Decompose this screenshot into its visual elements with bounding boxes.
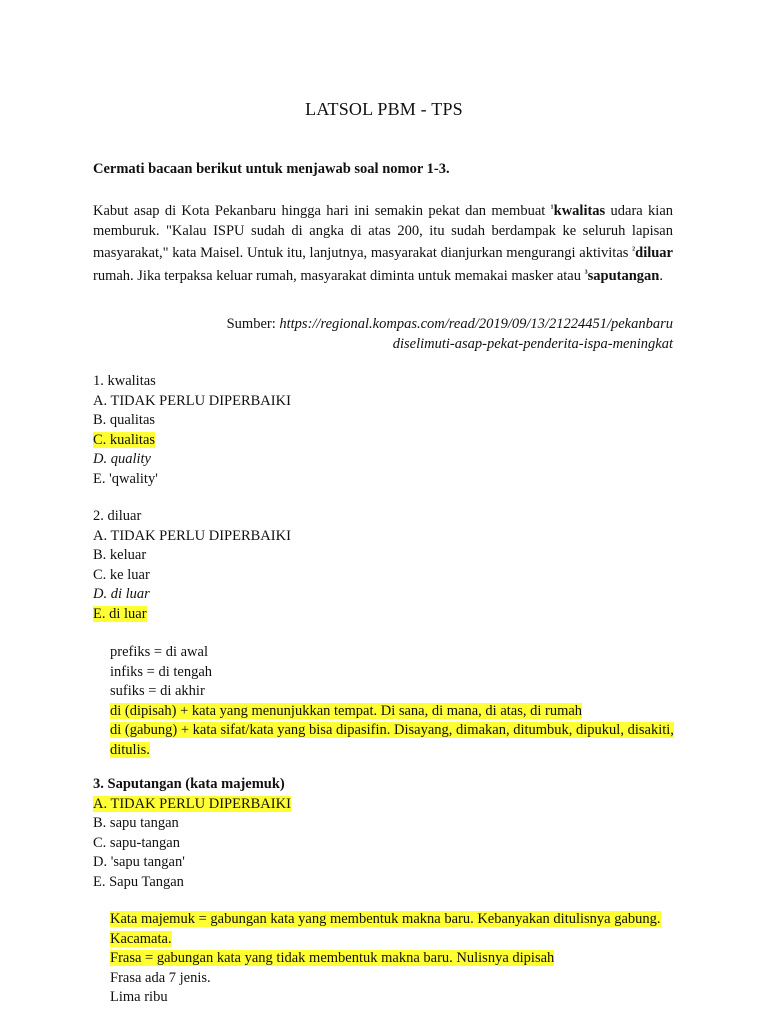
passage-part-4: . (659, 267, 663, 284)
question-1-option-a: A. TIDAK PERLU DIPERBAIKI (93, 392, 291, 409)
passage-part-1: Kabut asap di Kota Pekanbaru hingga hari ini semakin pekat dan membuat (93, 203, 551, 219)
question-2-option-e: E. di luar (93, 605, 147, 622)
marker-1: ¹ (550, 203, 554, 214)
note-infiks: infiks = di tengah (110, 663, 213, 680)
question-2-option-a: A. TIDAK PERLU DIPERBAIKI (93, 527, 291, 544)
question-3 (93, 775, 291, 892)
instruction-text: Cermati bacaan berikut untuk menjawab soal nomor 1-3. (93, 161, 450, 177)
note-di-dipisah: di (dipisah) + kata yang menunjukkan tempat. Di sana, di mana, di atas, di rumah (110, 702, 583, 719)
passage-word-2: diluar (635, 245, 673, 261)
marker-2: ² (632, 245, 636, 256)
source-citation (113, 314, 673, 354)
note-frasa-jenis: Frasa ada 7 jenis. (110, 969, 211, 986)
question-1-text: 1. kwalitas (93, 373, 156, 389)
note-lima-ribu: Lima ribu (110, 989, 168, 1005)
note-prefiks: prefiks = di awal (110, 644, 208, 660)
question-2-option-d: D. di luar (93, 586, 150, 602)
question-3-text: 3. Saputangan (kata majemuk) (93, 776, 285, 792)
question-2-option-b: B. keluar (93, 547, 147, 563)
question-1-option-b: B. qualitas (93, 412, 156, 428)
source-url-line-2: diselimuti-asap-pekat-penderita-ispa-meningkat (392, 336, 673, 352)
question-3-option-e: E. Sapu Tangan (93, 873, 184, 890)
question-2 (93, 507, 291, 624)
note-frasa: Frasa = gabungan kata yang tidak membentuk makna baru. Nulisnya dipisah (110, 950, 555, 966)
passage-part-2: udara kian memburuk. "Kalau ISPU sudah di angka di atas 200, itu sudah berdampak ke seluruh lapisan masyarakat," kata Maisel. Untuk itu, lanjutnya, masyarakat dianjurkan mengurangi aktivitas (93, 203, 674, 261)
question-2-notes (110, 643, 690, 760)
passage-part-3: rumah. Jika terpaksa keluar rumah, masyarakat diminta untuk memakai masker atau (93, 267, 585, 284)
question-2-text: 2. diluar (93, 508, 142, 524)
question-3-notes (110, 910, 690, 1008)
question-3-option-d: D. 'sapu tangan' (93, 854, 185, 870)
source-url-line-1: https://regional.kompas.com/read/2019/09/13/21224451/pekanbaru (279, 316, 673, 332)
question-1-option-d: D. quality (93, 451, 151, 467)
marker-3: ³ (584, 267, 588, 279)
question-3-option-b: B. sapu tangan (93, 815, 179, 831)
question-1 (93, 372, 291, 489)
question-1-option-c: C. kualitas (93, 431, 156, 448)
note-sufiks: sufiks = di akhir (110, 683, 205, 699)
passage-word-1: kwalitas (553, 203, 606, 219)
source-label: Sumber: (226, 316, 280, 332)
question-2-option-c: C. ke luar (93, 566, 150, 583)
document-title: LATSOL PBM - TPS (305, 99, 463, 119)
passage-word-3: saputangan (587, 267, 660, 284)
reading-passage (93, 199, 673, 286)
question-1-option-e: E. 'qwality' (93, 470, 158, 487)
note-kata-majemuk: Kata majemuk = gabungan kata yang membentuk makna baru. Kebanyakan ditulisnya gabung. Kacamata. (110, 911, 661, 947)
question-3-option-c: C. sapu-tangan (93, 834, 180, 851)
question-3-option-a: A. TIDAK PERLU DIPERBAIKI (93, 795, 291, 812)
note-di-gabung: di (gabung) + kata sifat/kata yang bisa dipasifin. Disayang, dimakan, ditumbuk, dipukul, disakiti, ditulis. (110, 722, 674, 758)
